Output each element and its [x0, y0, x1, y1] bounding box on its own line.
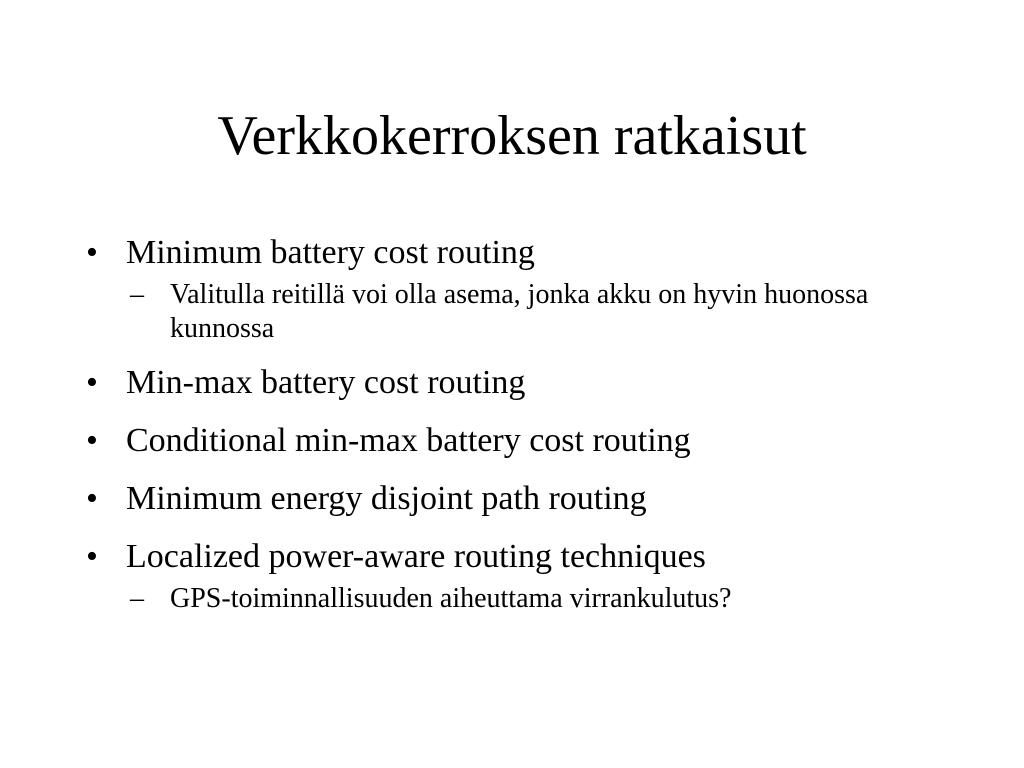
- sub-bullet-marker: –: [130, 279, 144, 310]
- sub-bullet-marker: –: [130, 583, 144, 614]
- bullet-item: [86, 536, 946, 578]
- bullet-marker: •: [86, 538, 98, 575]
- bullet-marker: •: [86, 364, 98, 401]
- bullet-text: Minimum battery cost routing: [126, 234, 535, 271]
- bullet-marker: •: [86, 480, 98, 517]
- sub-bullet-text: Valitulla reitillä voi olla asema, jonka akku on hyvin huonossa kunnossa: [170, 279, 869, 344]
- bullet-list: [86, 232, 946, 616]
- sub-bullet-text: GPS-toiminnallisuuden aiheuttama virrankulutus?: [170, 583, 732, 614]
- bullet-item: [86, 362, 946, 404]
- bullet-item: [86, 232, 946, 274]
- bullet-text: Conditional min-max battery cost routing: [126, 422, 691, 459]
- sub-bullet-item: [130, 278, 946, 346]
- bullet-item: [86, 478, 946, 520]
- bullet-text: Localized power-aware routing techniques: [126, 538, 706, 575]
- bullet-text: Min-max battery cost routing: [126, 364, 526, 401]
- bullet-item: [86, 420, 946, 462]
- bullet-text: Minimum energy disjoint path routing: [126, 480, 647, 517]
- bullet-marker: •: [86, 422, 98, 459]
- bullet-marker: •: [86, 234, 98, 271]
- sub-bullet-item: [130, 582, 946, 616]
- slide-title: Verkkokerroksen ratkaisut: [217, 105, 807, 167]
